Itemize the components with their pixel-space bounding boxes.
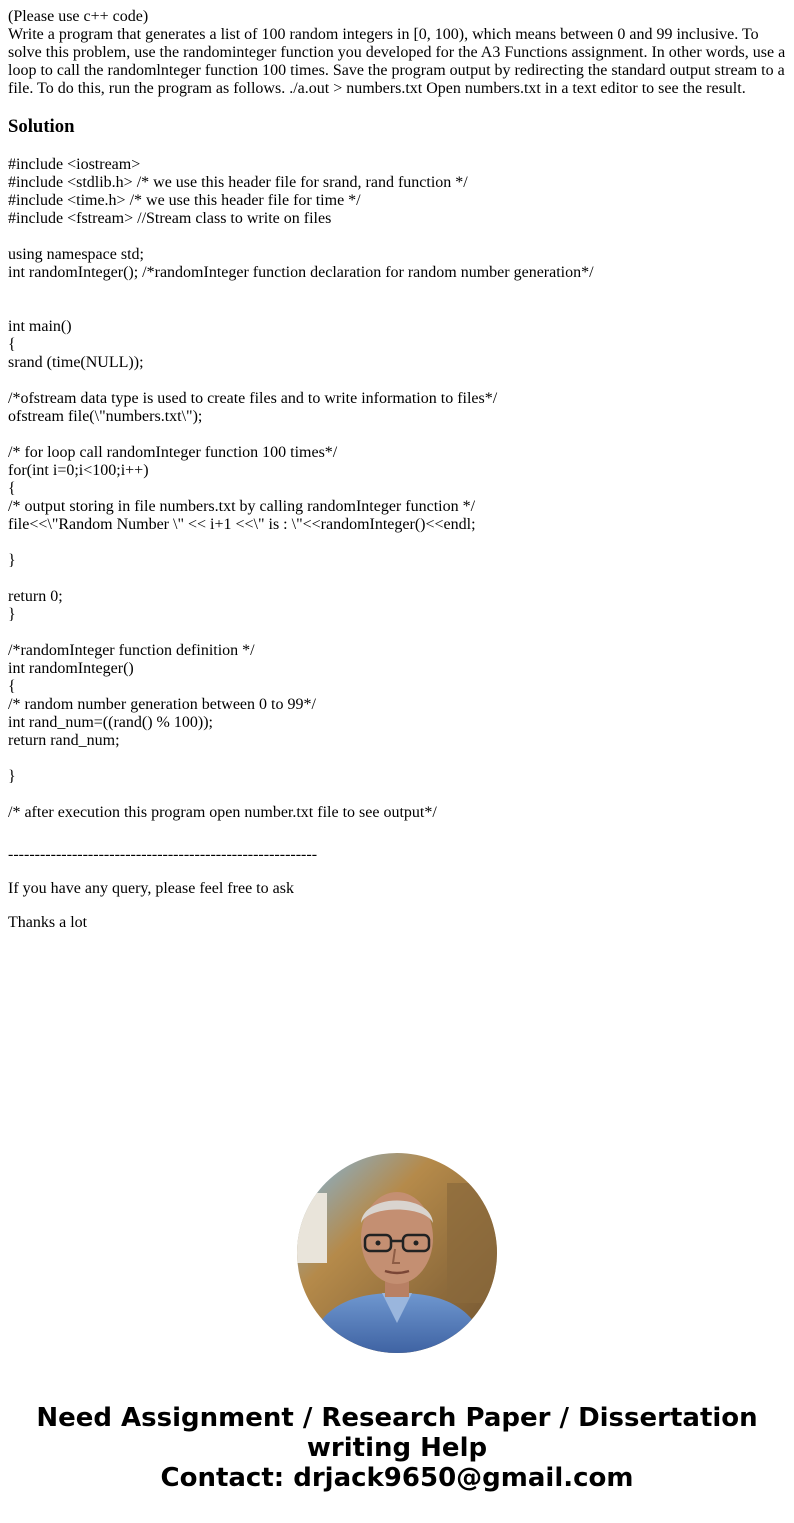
code-line <box>8 372 786 390</box>
code-line: using namespace std; <box>8 246 144 263</box>
code-line <box>8 228 786 246</box>
code-line: file<<\"Random Number \" << i+1 <<\" is : \"<<randomInteger()<<endl; <box>8 516 476 533</box>
code-line: } <box>8 768 16 785</box>
divider-line: ---------------------------------------------------------- <box>8 846 318 863</box>
code-line: } <box>8 552 16 569</box>
solution-heading: Solution <box>8 116 75 137</box>
closing-thanks-text: Thanks a lot <box>8 914 88 931</box>
code-line <box>8 534 786 552</box>
footer-banner <box>0 1403 794 1493</box>
code-line: ofstream file(\"numbers.txt\"); <box>8 408 203 425</box>
code-line: return rand_num; <box>8 732 120 749</box>
code-line <box>8 750 786 768</box>
code-line: #include <iostream> <box>8 156 141 173</box>
code-line: for(int i=0;i<100;i++) <box>8 462 149 479</box>
code-line: /*ofstream data type is used to create files and to write information to files*/ <box>8 390 498 407</box>
solution-code <box>8 156 786 822</box>
question-text: Write a program that generates a list of 100 random integers in [0, 100), which means between 0 and 99 inclusive. To solve this problem, use the randominteger function you developed for the A3 Functions assignment. In other words, use a loop to call the randomlnteger function 100 times. Save the program output by redirecting the standard output stream to a file. To do this, run the program as follows. ./a.out > numbers.txt Open numbers.txt in a text editor to see the result. <box>8 26 786 97</box>
code-line <box>8 570 786 588</box>
code-line: srand (time(NULL)); <box>8 354 144 371</box>
code-line: return 0; <box>8 588 63 605</box>
code-line <box>8 624 786 642</box>
footer-contact: Contact: drjack9650@gmail.com <box>160 1463 634 1493</box>
code-line: int rand_num=((rand() % 100)); <box>8 714 213 731</box>
code-line: { <box>8 336 16 353</box>
closing-query-text: If you have any query, please feel free to ask <box>8 880 294 897</box>
footer-line-2: writing Help <box>306 1433 488 1463</box>
code-line: int main() <box>8 318 72 335</box>
question-note: (Please use c++ code) <box>8 8 149 25</box>
code-line <box>8 786 786 804</box>
code-line: #include <fstream> //Stream class to write on files <box>8 210 332 227</box>
code-line: /* random number generation between 0 to 99*/ <box>8 696 316 713</box>
code-line: #include <time.h> /* we use this header file for time */ <box>8 192 361 209</box>
code-line: int randomInteger(); /*randomInteger function declaration for random number generation*/ <box>8 264 594 281</box>
code-line: { <box>8 480 16 497</box>
code-line: /*randomInteger function definition */ <box>8 642 255 659</box>
footer-line-1: Need Assignment / Research Paper / Dissertation <box>36 1403 758 1433</box>
code-line: #include <stdlib.h> /* we use this header file for srand, rand function */ <box>8 174 468 191</box>
code-line: /* for loop call randomInteger function 100 times*/ <box>8 444 338 461</box>
author-avatar <box>297 1153 497 1353</box>
code-line: { <box>8 678 16 695</box>
document-body <box>8 8 786 948</box>
code-line: int randomInteger() <box>8 660 134 677</box>
code-line: } <box>8 606 16 623</box>
code-line <box>8 300 786 318</box>
code-line: /* output storing in file numbers.txt by calling randomInteger function */ <box>8 498 476 515</box>
code-line <box>8 426 786 444</box>
code-line <box>8 282 786 300</box>
code-line: /* after execution this program open number.txt file to see output*/ <box>8 804 437 821</box>
